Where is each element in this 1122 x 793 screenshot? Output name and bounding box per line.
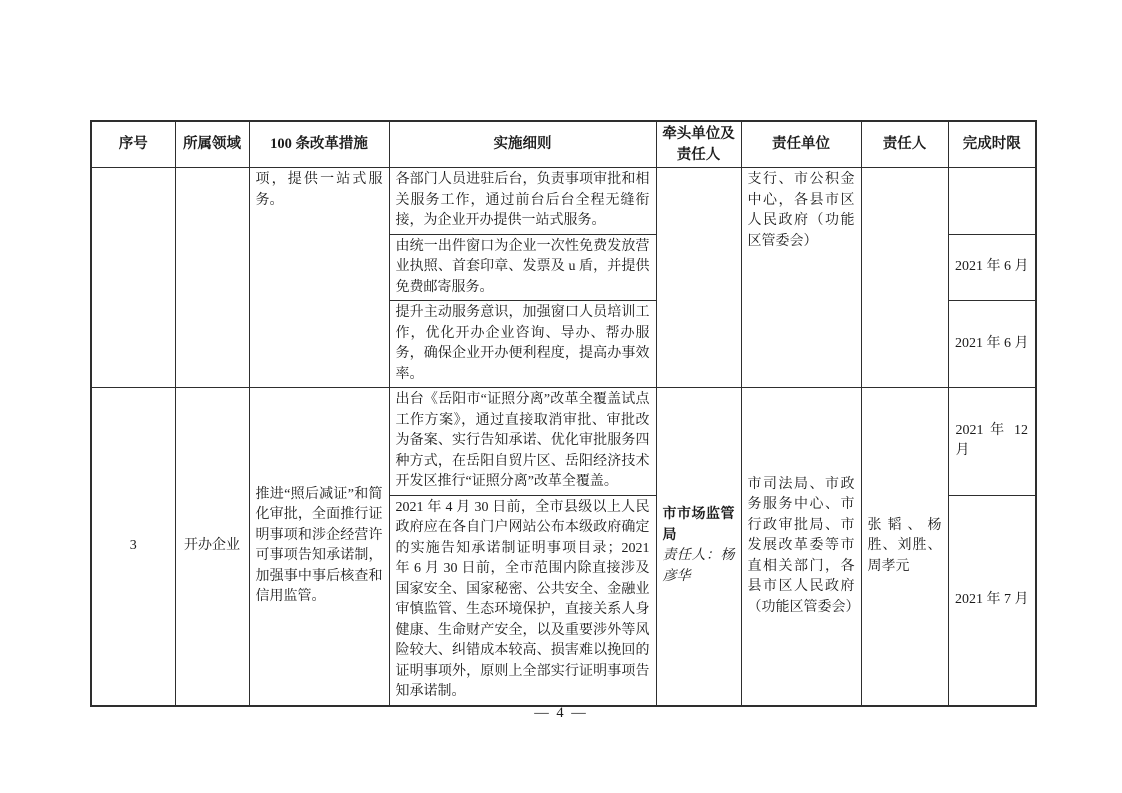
table-header-row [91,121,1036,168]
cell-detail: 由统一出件窗口为企业一次性免费发放营业执照、首套印章、发票及 u 盾，并提供免费邮寄服务。 [389,234,656,301]
col-header-measures: 100 条改革措施 [249,121,389,168]
col-header-details: 实施细则 [389,121,656,168]
cell-deadline: 2021 年 6 月 [948,301,1036,388]
cell-detail: 提升主动服务意识，加强窗口人员培训工作，优化开办企业咨询、导办、帮办服务，确保企业开办便利程度，提高办事效率。 [389,301,656,388]
reform-measures-table [90,120,1037,707]
cell-resp-unit: 市司法局、市政务服务中心、市行政审批局、市发展改革委等市直相关部门，各县市区人民政府（功能区管委会） [741,388,861,706]
cell-deadline: 2021 年 6 月 [948,234,1036,301]
col-header-resp-person: 责任人 [861,121,948,168]
cell-deadline: 2021 年 7 月 [948,495,1036,706]
cell-measure: 推进“照后减证”和简化审批，全面推行证明事项和涉企经营许可事项告知承诺制，加强事中事后核查和信用监管。 [249,388,389,706]
cell-field: 开办企业 [175,388,249,706]
cell-lead-unit [656,388,741,706]
cell-seq-empty [91,168,175,388]
table-row [91,168,1036,235]
cell-field-empty [175,168,249,388]
cell-deadline: 2021 年 12 月 [948,388,1036,496]
cell-resp-unit: 支行、市公积金中心，各县市区人民政府（功能区管委会） [741,168,861,388]
cell-seq: 3 [91,388,175,706]
table-row [91,388,1036,496]
page-number: — 4 — [534,705,588,721]
lead-person-name: 责任人：杨彦华 [662,548,735,584]
cell-detail: 2021 年 4 月 30 日前，全市县级以上人民政府应在各自门户网站公布本级政府确定的实施告知承诺制证明事项目录；2021 年 6 月 30 日前，全市范围内除直接涉及国家安全、国家秘密、公共安全、金融业审慎监管、生态环境保护，直接关系人身健康、生命财产安全，以及重要涉外等风险较大、纠错成本较高、损害难以挽回的证明事项外，原则上全部实行证明事项告知承诺制。 [389,495,656,706]
cell-detail: 各部门人员进驻后台，负责事项审批和相关服务工作，通过前台后台全程无缝衔接，为企业开办提供一站式服务。 [389,168,656,235]
cell-detail: 出台《岳阳市“证照分离”改革全覆盖试点工作方案》，通过直接取消审批、审批改为备案、实行告知承诺、优化审批服务四种方式，在岳阳自贸片区、岳阳经济技术开发区推行“证照分离”改革全覆盖。 [389,388,656,496]
col-header-lead-unit: 牵头单位及责任人 [656,121,741,168]
col-header-resp-unit: 责任单位 [741,121,861,168]
col-header-field: 所属领域 [175,121,249,168]
lead-unit-name: 市市场监管局 [662,507,735,543]
cell-resp-person: 张韬、杨胜、刘胜、周孝元 [861,388,948,706]
cell-measure-continuation: 项，提供一站式服务。 [249,168,389,388]
col-header-deadline: 完成时限 [948,121,1036,168]
col-header-seq: 序号 [91,121,175,168]
cell-resp-person-empty [861,168,948,388]
cell-deadline-empty [948,168,1036,235]
cell-lead-unit-empty [656,168,741,388]
